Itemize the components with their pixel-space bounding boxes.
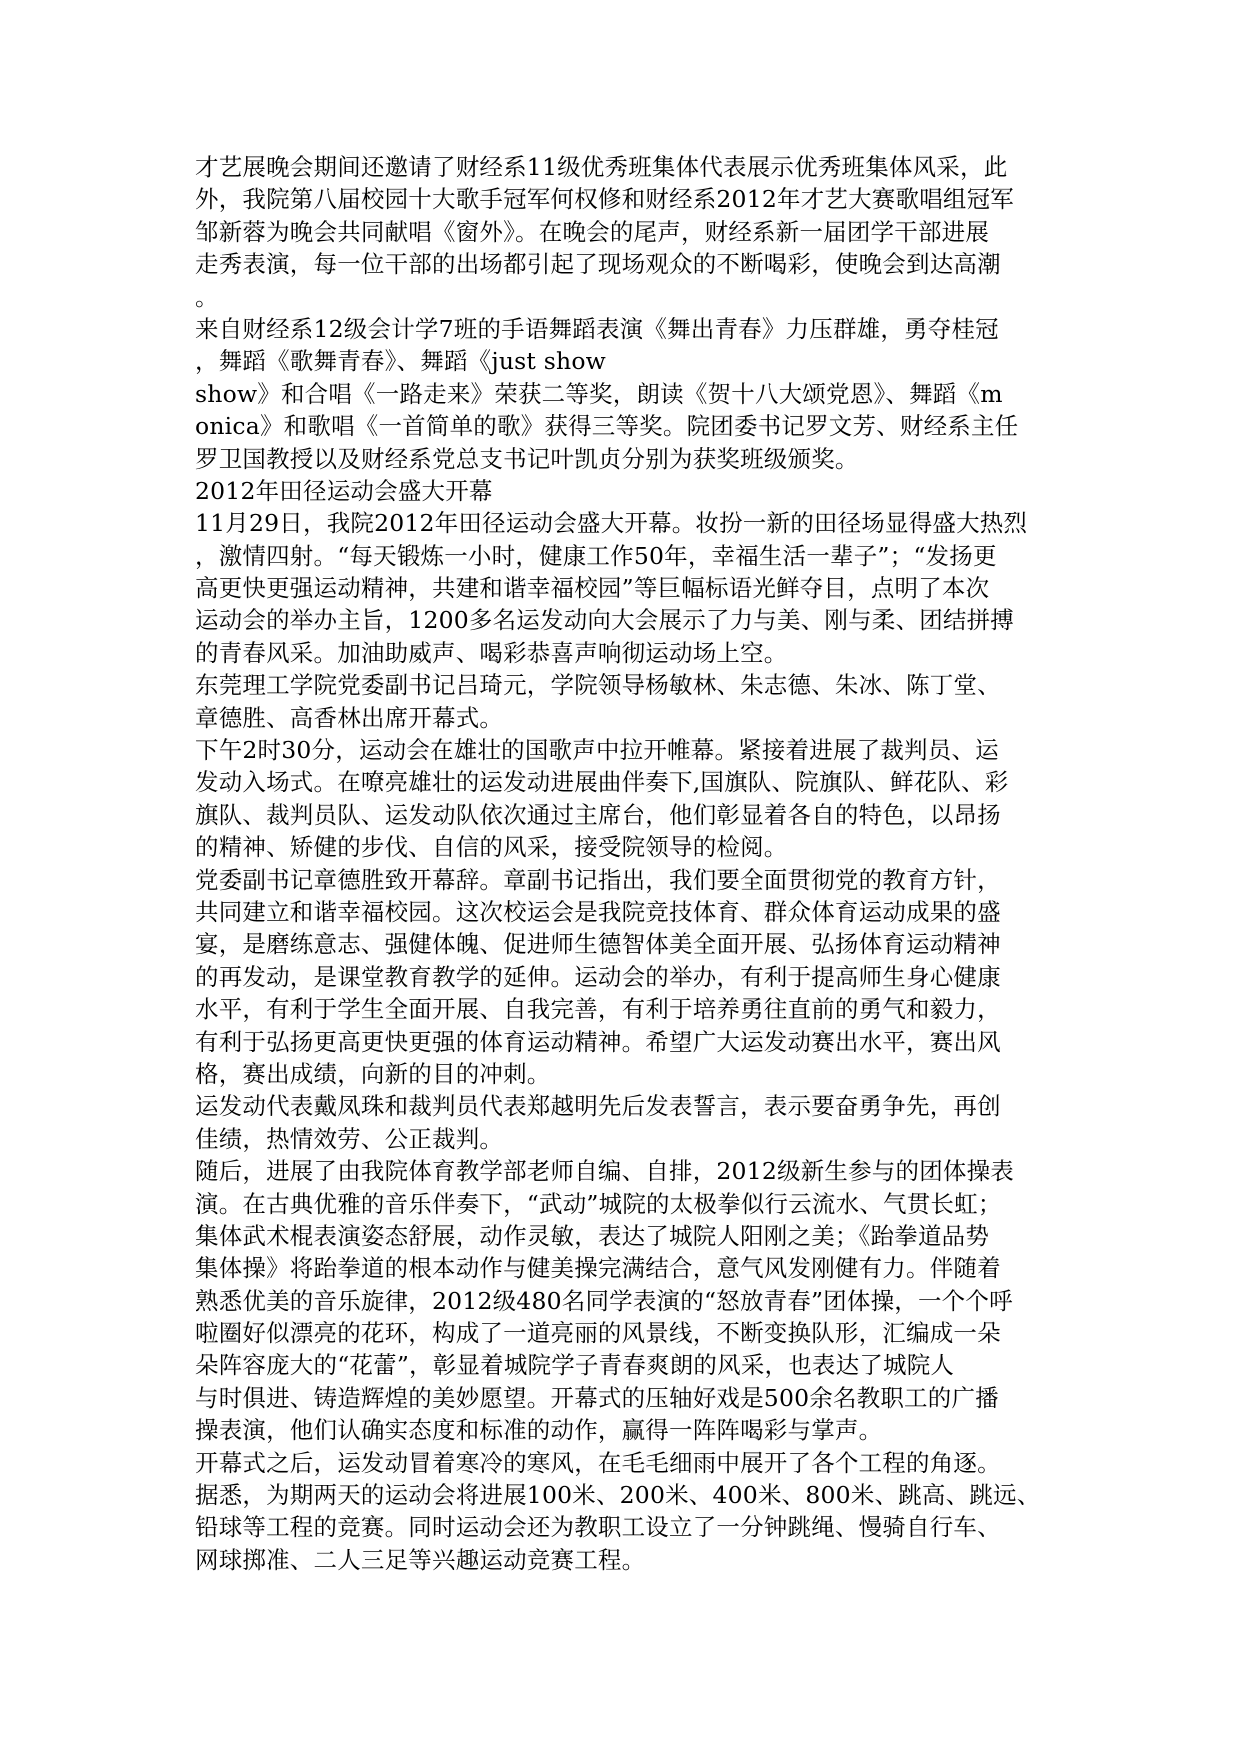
- text-line: 格，赛出成绩，向新的目的冲刺。: [195, 1059, 551, 1088]
- text-line: 来自财经系12级会计学7班的手语舞蹈表演《舞出青春》力压群雄，勇夺桂冠: [195, 314, 999, 343]
- text-line: 啦圈好似漂亮的花环，构成了一道亮丽的风景线，不断变换队形，汇编成一朵: [195, 1319, 1001, 1348]
- text-line: 网球掷准、二人三足等兴趣运动竞赛工程。: [195, 1545, 646, 1574]
- text-line: 有利于弘扬更高更快更强的体育运动精神。希望广大运发动赛出水平，赛出风: [195, 1027, 1001, 1056]
- text-line: 水平，有利于学生全面开展、自我完善，有利于培养勇往直前的勇气和毅力，: [195, 995, 1001, 1024]
- text-line: 邹新蓉为晚会共同献唱《窗外》。在晚会的尾声，财经系新一届团学干部进展: [195, 217, 990, 246]
- text-line: 高更快更强运动精神，共建和谐幸福校园”等巨幅标语光鲜夺目，点明了本次: [195, 574, 990, 603]
- text-line: 发动入场式。在嘹亮雄壮的运发动进展曲伴奏下,国旗队、院旗队、鲜花队、彩: [195, 768, 1009, 797]
- text-line: 佳绩，热情效劳、公正裁判。: [195, 1124, 504, 1153]
- text-line: 与时俱进、铸造辉煌的美妙愿望。开幕式的压轴好戏是500余名教职工的广播: [195, 1383, 999, 1412]
- text-line: 11月29日，我院2012年田径运动会盛大开幕。妆扮一新的田径场显得盛大热烈: [195, 509, 1028, 538]
- text-line: 集体武术棍表演姿态舒展，动作灵敏，表达了城院人阳刚之美；《跆拳道品势: [195, 1221, 990, 1250]
- text-line: show》和合唱《一路走来》荣获二等奖，朗读《贺十八大颂党恩》、舞蹈《m: [195, 379, 1003, 408]
- text-line: 才艺展晚会期间还邀请了财经系11级优秀班集体代表展示优秀班集体风采，此: [195, 153, 1008, 181]
- text-line: 走秀表演，每一位干部的出场都引起了现场观众的不断喝彩，使晚会到达高潮: [195, 250, 1001, 279]
- text-line: 朵阵容庞大的“花蕾”，彰显着城院学子青春爽朗的风采，也表达了城院人: [195, 1351, 955, 1380]
- text-line: 外，我院第八届校园十大歌手冠军何权修和财经系2012年才艺大赛歌唱组冠军: [195, 185, 1015, 214]
- text-line: 据悉，为期两天的运动会将进展100米、200米、400米、800米、跳高、跳远、: [195, 1481, 1041, 1510]
- text-line: 共同建立和谐幸福校园。这次校运会是我院竞技体育、群众体育运动成果的盛: [195, 897, 1001, 926]
- text-line: 集体操》将跆拳道的根本动作与健美操完满结合，意气风发刚健有力。伴随着: [195, 1254, 1001, 1283]
- text-line: 的再发动，是课堂教育教学的延伸。运动会的举办，有利于提高师生身心健康: [195, 962, 1001, 991]
- text-line: 操表演，他们认确实态度和标准的动作，赢得一阵阵喝彩与掌声。: [195, 1416, 883, 1445]
- text-line: 运发动代表戴凤珠和裁判员代表郑越明先后发表誓言，表示要奋勇争先，再创: [195, 1092, 1001, 1121]
- text-line: 的青春风采。加油助威声、喝彩恭喜声响彻运动场上空。: [195, 638, 788, 667]
- document-body: [195, 151, 1055, 1576]
- text-line: 开幕式之后，运发动冒着寒冷的寒风，在毛毛细雨中展开了各个工程的角逐。: [195, 1448, 1001, 1477]
- text-line: onica》和歌唱《一首简单的歌》获得三等奖。院团委书记罗文芳、财经系主任: [195, 412, 1019, 441]
- section-heading: 2012年田径运动会盛大开幕: [195, 476, 493, 505]
- text-line: 下午2时30分，运动会在雄壮的国歌声中拉开帷幕。紧接着进展了裁判员、运: [195, 736, 999, 765]
- text-line: 罗卫国教授以及财经系党总支书记叶凯贞分别为获奖班级颁奖。: [195, 444, 859, 473]
- text-line: ，舞蹈《歌舞青春》、舞蹈《just show: [195, 347, 607, 376]
- text-line: 运动会的举办主旨，1200多名运发动向大会展示了力与美、刚与柔、团结拼搏: [195, 606, 1015, 635]
- text-line: 熟悉优美的音乐旋律，2012级480名同学表演的“怒放青春”团体操，一个个呼: [195, 1286, 1013, 1315]
- text-line: ，激情四射。“每天锻炼一小时，健康工作50年，幸福生活一辈子”；“发扬更: [195, 541, 997, 570]
- text-line: 。: [195, 282, 219, 311]
- text-line: 宴，是磨练意志、强健体魄、促进师生德智体美全面开展、弘扬体育运动精神: [195, 930, 1001, 959]
- text-line: 的精神、矫健的步伐、自信的风采，接受院领导的检阅。: [195, 833, 788, 862]
- text-line: 党委副书记章德胜致开幕辞。章副书记指出，我们要全面贯彻党的教育方针，: [195, 865, 1001, 894]
- text-line: 东莞理工学院党委副书记吕琦元，学院领导杨敏林、朱志德、朱冰、陈丁堂、: [195, 671, 1001, 700]
- text-line: 铅球等工程的竞赛。同时运动会还为教职工设立了一分钟跳绳、慢骑自行车、: [195, 1513, 1001, 1542]
- text-line: 随后，进展了由我院体育教学部老师自编、自排，2012级新生参与的团体操表: [195, 1157, 1015, 1186]
- text-line: 旗队、裁判员队、运发动队依次通过主席台，他们彰显着各自的特色，以昂扬: [195, 800, 1001, 829]
- text-line: 演。在古典优雅的音乐伴奏下，“武动”城院的太极拳似行云流水、气贯长虹；: [195, 1189, 1002, 1218]
- text-line: 章德胜、高香林出席开幕式。: [195, 703, 504, 732]
